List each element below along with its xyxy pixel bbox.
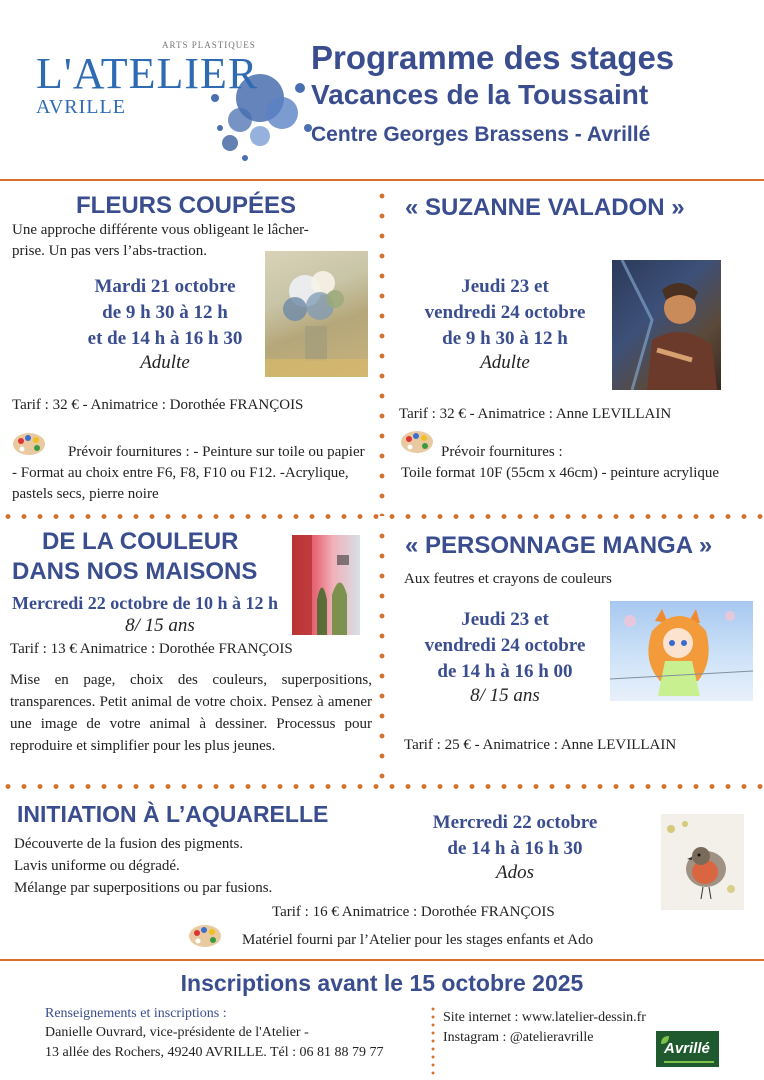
footer-divider — [0, 959, 764, 961]
logo-arts-plastiques: ARTS PLASTIQUES — [162, 40, 256, 50]
palette-icon — [188, 924, 222, 948]
contact-line1: Danielle Ouvrard, vice-présidente de l'Atelier - — [45, 1025, 309, 1040]
website-link[interactable]: Site internet : www.latelier-dessin.fr — [443, 1010, 646, 1025]
stage3-date: Mercredi 22 octobre de 10 h à 12 h — [12, 593, 278, 613]
column-divider-middle — [379, 526, 385, 781]
stage5-tarif: Tarif : 16 € Animatrice : Dorothée FRANÇOIS — [272, 904, 555, 920]
stage2-audience: Adulte — [480, 352, 530, 373]
stage4-subtitle: Aux feutres et crayons de couleurs — [404, 571, 612, 587]
stage3-title-line2: DANS NOS MAISONS — [12, 558, 258, 585]
stage2-date-line2: vendredi 24 octobre — [424, 302, 586, 323]
stage5-line2: Lavis uniforme ou dégradé. — [14, 858, 180, 874]
logo — [30, 38, 310, 168]
stage1-desc: Une approche différente vous obligeant le lâcher-prise. Un pas vers l’abs-traction. — [12, 222, 309, 259]
robin-watercolor — [661, 814, 744, 910]
stage5-date-line1: Mercredi 22 octobre — [432, 812, 598, 833]
manga-drawing — [610, 601, 753, 701]
page-title: Programme des stages — [311, 39, 675, 76]
stage3-audience: 8/ 15 ans — [125, 615, 195, 636]
stage2-tarif: Tarif : 32 € - Animatrice : Anne LEVILLAIN — [399, 406, 672, 422]
stage3-desc: Mise en page, choix des couleurs, superpositions, transparences. Petit animal de votre choix. Pensez à amener une image de votre animal à dessiner. Processus pour reproduire et simplifier pour les plus jeunes. — [10, 672, 372, 754]
instagram-link[interactable]: Instagram : @atelieravrille — [443, 1030, 594, 1045]
column-divider-top — [379, 186, 385, 516]
stage1-title: FLEURS COUPÉES — [76, 192, 297, 219]
stage2-fournitures-heading: Prévoir fournitures : — [441, 444, 563, 460]
renseignements-heading: Renseignements et inscriptions : — [45, 1006, 227, 1021]
inscriptions-deadline: Inscriptions avant le 15 octobre 2025 — [180, 970, 584, 996]
stage5-line1: Découverte de la fusion des pigments. — [14, 836, 244, 852]
stage1-date-line1: Mardi 21 octobre — [94, 276, 236, 297]
stage4-date-line1: Jeudi 23 et — [461, 609, 549, 630]
stage2-date-line3: de 9 h 30 à 12 h — [442, 328, 568, 349]
valadon-painting — [612, 260, 721, 390]
stage1-tarif: Tarif : 32 € - Animatrice : Dorothée FRANÇOIS — [12, 397, 304, 413]
stage5-materiel: Matériel fourni par l’Atelier pour les stages enfants et Ado — [242, 932, 594, 948]
palette-icon — [400, 430, 434, 454]
stage4-date-line2: vendredi 24 octobre — [424, 635, 586, 656]
stage4-tarif: Tarif : 25 € - Animatrice : Anne LEVILLAIN — [404, 737, 677, 753]
stage5-date-line2: de 14 h à 16 h 30 — [447, 838, 583, 859]
stage1-fournitures: Prévoir fournitures : - Peinture sur toile ou papier - Format au choix entre F6, F8, F10 ou F12. -Acrylique, pastels secs, pierre noire — [12, 444, 365, 502]
stage4-date-line3: de 14 h à 16 h 00 — [437, 661, 573, 682]
stage5-line3: Mélange par superpositions ou par fusions. — [14, 880, 273, 896]
page-location: Centre Georges Brassens - Avrillé — [311, 123, 651, 146]
stage2-date-line1: Jeudi 23 et — [461, 276, 549, 297]
stage5-title: INITIATION À L’AQUARELLE — [17, 801, 329, 827]
page-subtitle: Vacances de la Toussaint — [311, 79, 649, 110]
stage4-title: « PERSONNAGE MANGA » — [405, 532, 713, 559]
row-divider-1 — [0, 514, 764, 519]
footer-divider-vertical — [430, 1005, 436, 1077]
stage1-audience: Adulte — [140, 352, 190, 373]
logo-city: AVRILLE — [36, 96, 126, 118]
city-logo-underline — [664, 1061, 714, 1063]
header-divider — [0, 179, 764, 181]
flowers-painting — [265, 251, 368, 377]
stage4-audience: 8/ 15 ans — [470, 685, 540, 706]
logo-name: L'ATELIER — [36, 49, 259, 98]
stage1-date-line2: de 9 h 30 à 12 h — [102, 302, 228, 323]
stage1-date-line3: et de 14 h à 16 h 30 — [87, 328, 243, 349]
contact-line2: 13 allée des Rochers, 49240 AVRILLE. Tél : 06 81 88 79 77 — [45, 1045, 384, 1060]
row-divider-2 — [0, 784, 764, 789]
stage5-audience: Ados — [496, 862, 534, 883]
stage3-title-line1: DE LA COULEUR — [42, 528, 239, 555]
stage3-tarif: Tarif : 13 € Animatrice : Dorothée FRANÇOIS — [10, 641, 293, 657]
stage2-title: « SUZANNE VALADON » — [405, 194, 685, 221]
city-logo — [656, 1031, 719, 1067]
colors-painting — [292, 535, 360, 635]
stage2-fournitures-detail: Toile format 10F (55cm x 46cm) - peinture acrylique — [401, 465, 720, 481]
city-logo-text: Avrillé — [664, 1040, 710, 1057]
